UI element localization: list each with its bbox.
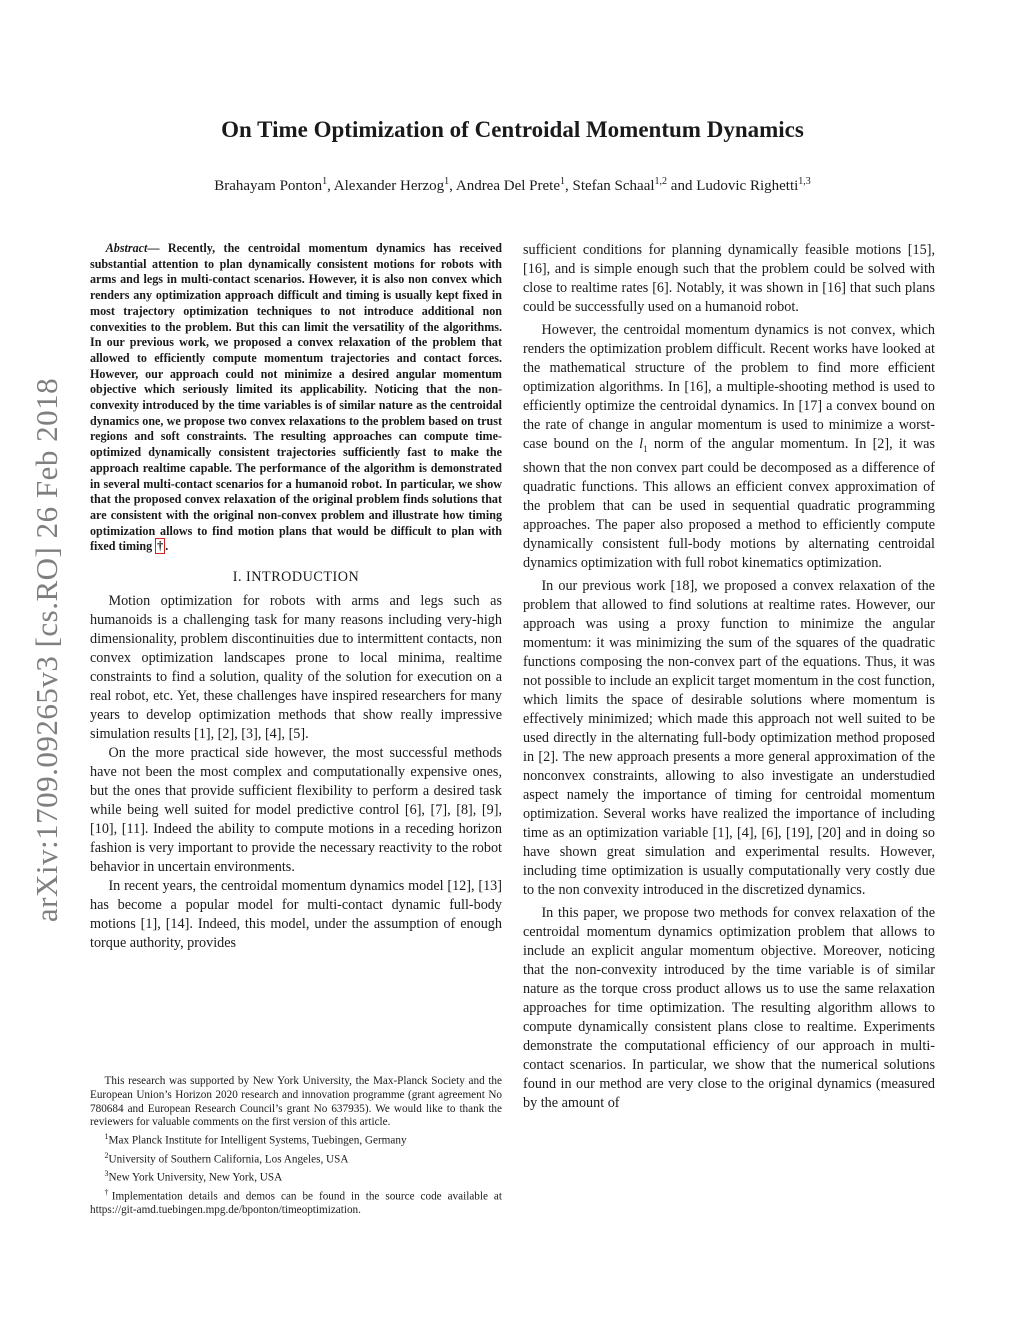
implementation-note: †Implementation details and demos can be found in the source code available at https://git-amd.tuebingen.mpg.de/bponton/timeoptimization. bbox=[90, 1187, 503, 1217]
affiliation-note: $^2$University of Southern California, Los Angeles, USA bbox=[104, 1150, 349, 1166]
footnote-link[interactable]: † bbox=[157, 539, 164, 554]
arxiv-sidebar-stamp bbox=[27, 350, 67, 950]
body-paragraph: On the more practical side however, the most successful methods have not been the most complex and computationally expensive ones, but the ones that provide sufficient flexibility to perform a desired task while being well suited for model predictive control [6], [7], [8], [9], [10], [11]. Indeed the ability to compute motions in a receding horizon fashion is very important to provide the necessary reactivity to the robot behavior in uncertain environments. bbox=[90, 745, 502, 876]
affiliation-note: $^1$Max Planck Institute for Intelligent Systems, Tuebingen, Germany bbox=[104, 1132, 407, 1147]
author-affiliation: 1,3 bbox=[798, 176, 811, 187]
author-name: Alexander Herzog bbox=[333, 178, 445, 194]
abstract-text: Recently, the centroidal momentum dynamics has received substantial attention to plan dynamically consistent motions for robots with arms and legs in multi-contact scenarios. However, it is also non convex which renders any optimization approach difficult and timing is usually kept fixed in most trajectory optimization techniques to not introduce additional non convexities to the problem. But this can limit the versatility of the algorithms. In our previous work, we proposed a convex relaxation of the problem that allowed to efficiently compute momentum trajectories and contact forces. However, our approach could not minimize a desired angular momentum objective which seriously limited its applicability. Noticing that the non-convexity introduced by the time variables is of similar nature as the centroidal dynamics one, we propose two convex relaxations to the problem based on trust regions and soft constraints. The resulting approaches can compute time-optimized dynamically consistent trajectories sufficiently fast to make the approach realtime capable. The performance of the algorithm is demonstrated in several multi-contact scenarios for a humanoid robot. In particular, we show that the proposed convex relaxation of the original problem finds solutions that are consistent with the original non-convex problem and illustrate how timing optimization allows to find motion plans that would be difficult to plan with fixed timing bbox=[90, 241, 502, 554]
author-affiliation: 1 bbox=[559, 176, 565, 187]
right-column bbox=[523, 241, 935, 1113]
author-affiliation: 1 bbox=[322, 176, 328, 187]
body-paragraph: In this paper, we propose two methods for convex relaxation of the centroidal momentum dynamics optimization problem that allows to include an explicit angular momentum objective. Moreover, noticing that the non-convexity introduced by the time variable is of similar nature as the torque cross product allows us to use the same relaxation approaches for time optimization. The resulting algorithm allows to compute dynamically consistent plans close to realtime. Experiments demonstrate the computational efficiency of our approach in multi-contact scenarios. In particular, we show that the numerical solutions found in our method are very close to the original dynamics (measured by the amount of bbox=[523, 904, 935, 1111]
body-paragraph: Motion optimization for robots with arms and legs such as humanoids is a challenging task for many reasons including very-high dimensionality, problem discontinuities due to intermittent contacts, non convex optimization landscapes prone to local minima, realtime constraints to find a solution, quality of the solution for execution on a real robot, etc. Yet, these challenges have inspired researchers for many years to develop optimization methods that show really impressive simulation results [1], [2], [3], [4], [5]. bbox=[90, 593, 502, 743]
affiliation-note: $^3$New York University, New York, USA bbox=[104, 1169, 283, 1184]
body-paragraph: In recent years, the centroidal momentum dynamics model [12], [13] has become a popular model for multi-contact dynamic full-body motions [1], [14]. Indeed, this model, under the assumption of enough torque authority, provides bbox=[90, 878, 502, 952]
arxiv-identifier: arXiv:1709.09265v3 [cs.RO] 26 Feb 2018 bbox=[29, 377, 64, 923]
left-column bbox=[90, 241, 502, 953]
author-name: Stefan Schaal bbox=[572, 178, 655, 194]
body-paragraph: sufficient conditions for planning dynamically feasible motions [15], [16], and is simple enough such that the problem could be solved with close to realtime rates [6]. Notably, it was shown in [16] that such plans could be successfully used on a humanoid robot. bbox=[523, 242, 935, 315]
author-name: Ludovic Righetti bbox=[696, 178, 799, 194]
funding-note: This research was supported by New York University, the Max-Planck Society and the European Union’s Horizon 2020 research and innovation programme (grant agreement No 780684 and European Research Council’s grant No 637935). We would like to thank the reviewers for valuable comments on the first version of this article. bbox=[90, 1075, 502, 1129]
paper-title: On Time Optimization of Centroidal Momentum Dynamics bbox=[221, 117, 804, 142]
abstract: Abstract— Recently, the centroidal momentum dynamics has received substantial attention to plan dynamically consistent motions for robots with arms and legs in multi-contact scenarios. However, it is also non convex which renders any optimization approach difficult and timing is usually kept fixed in most trajectory optimization techniques to not introduce additional non convexities to the problem. But this can limit the versatility of the algorithms. In our previous work, we proposed a convex relaxation of the problem that allowed to efficiently compute momentum trajectories and contact forces. However, our approach could not minimize a desired angular momentum objective which seriously limited its applicability. Noticing that the non-convexity introduced by the time variables is of similar nature as the centroidal dynamics one, we propose two convex relaxations to the problem based on trust regions and soft constraints. The resulting approaches can compute time-optimized dynamically consistent trajectories sufficiently fast to make the approach realtime capable. The performance of the algorithm is demonstrated in several multi-contact scenarios for a humanoid robot. In particular, we show that the proposed convex relaxation of the original problem finds solutions that are consistent with the original non-convex problem and illustrate how timing optimization allows to find motion plans that would be difficult to plan with fixed timing † . bbox=[90, 241, 502, 554]
author-list: Brahayam Ponton$^1$, Alexander Herzog$^1$, Andrea Del Prete$^1$, Stefan Schaal$^{1,2}$ and Ludovic Righetti$^{1,3}$ bbox=[214, 176, 811, 194]
author-name: Brahayam Ponton bbox=[214, 178, 323, 194]
section-heading: I. INTRODUCTION bbox=[232, 569, 360, 586]
abstract-label: Abstract bbox=[105, 241, 148, 255]
author-affiliation: 1,2 bbox=[654, 176, 668, 187]
body-paragraph: However, the centroidal momentum dynamics is not convex, which renders the optimization problem difficult. Recent works have looked at the mathematical structure of the problem to find more efficient optimization algorithms. In [16], a multiple-shooting method is used to efficiently optimize the centroidal dynamics. In [17] a convex bound on the rate of change in angular momentum is used to minimize a worst-case bound on the $l_1$ norm of the angular momentum. In [2], it was shown that the non convex part could be decomposed as a difference of quadratic functions. This allows an efficient convex approximation of the problem that can be used in sequential quadratic programming approaches. The paper also proposed a method to efficiently compute dynamically consistent full-body motions by alternating centroidal dynamics optimization with full robot kinematics optimization. bbox=[523, 322, 936, 571]
l1-norm-symbol: $l_1$ bbox=[639, 436, 648, 454]
body-paragraph: In our previous work [18], we proposed a convex relaxation of the problem that allowed to find solutions at realtime rates. However, our approach was using a proxy function to minimize the angular momentum: it was minimizing the sum of the squares of the quadratic functions composing the non-convex part of the equations. Thus, it was not possible to include an explicit target momentum in the cost function, which limits the space of desirable solutions where momentum is effectively minimized; which made this approach not well suited to be used directly in the alternating full-body optimization method proposed in [2]. The new approach presents a more general approximation of the nonconvex constraints, allowing to also investigate an understudied aspect namely the importance of timing for centroidal momentum optimization. Several works have realized the importance of including time as an optimization variable [1], [4], [6], [19], [20] and in doing so have shown great simulation and experimental results. However, including time optimization is usually computationally very costly due to the non convexity introduced in the discretized dynamics. bbox=[523, 577, 935, 898]
footnotes bbox=[90, 1075, 502, 1218]
author-name: Andrea Del Prete bbox=[455, 178, 560, 194]
author-affiliation: 1 bbox=[444, 176, 450, 187]
